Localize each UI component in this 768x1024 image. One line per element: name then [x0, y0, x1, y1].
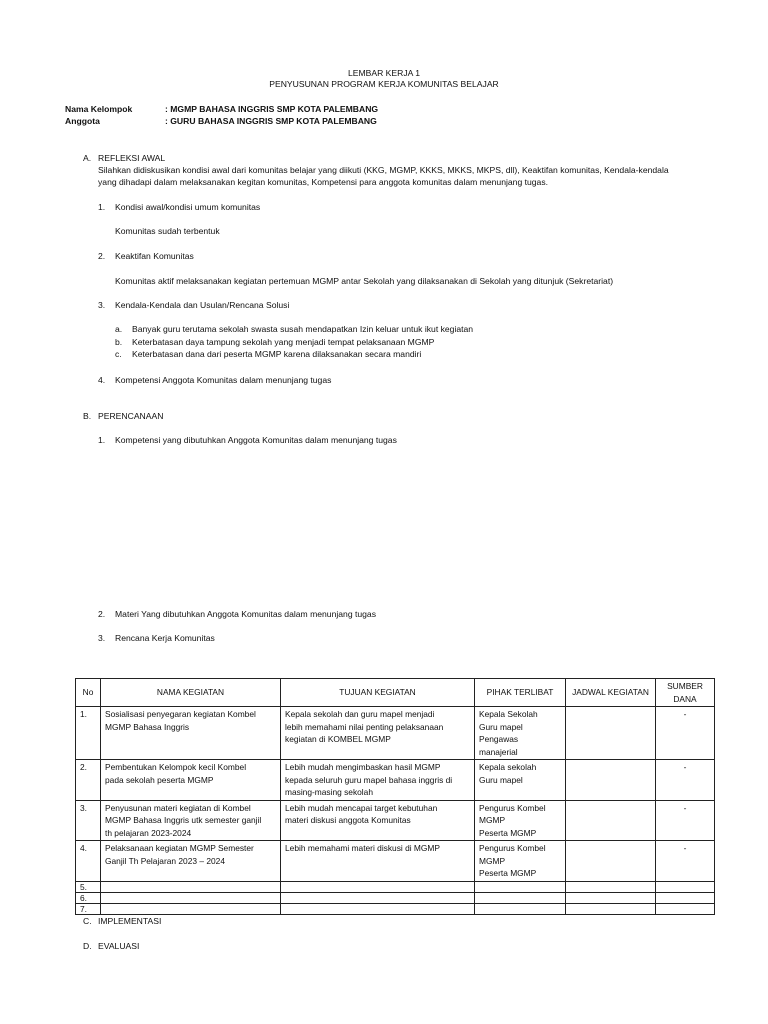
- a-sub-item-a-mark: a.: [115, 324, 123, 334]
- cell-no: 2.: [76, 760, 101, 801]
- cell-schedule: [566, 707, 656, 760]
- document-subtitle: PENYUSUNAN PROGRAM KERJA KOMUNITAS BELAJAR: [269, 79, 499, 89]
- group-name-label: Nama Kelompok: [65, 104, 133, 114]
- a-item-1-title: Kondisi awal/kondisi umum komunitas: [115, 202, 261, 212]
- column-header-activity-goal: TUJUAN KEGIATAN: [281, 679, 475, 707]
- a-sub-item-b-text: Keterbatasan daya tampung sekolah yang menjadi tempat pelaksanaan MGMP: [132, 337, 435, 347]
- cell-activity-goal: [281, 892, 475, 903]
- cell-activity-name: Pelaksanaan kegiatan MGMP Semester Ganjil Th Pelajaran 2023 – 2024: [101, 841, 281, 882]
- cell-activity-name: Sosialisasi penyegaran kegiatan Kombel MGMP Bahasa Inggris: [101, 707, 281, 760]
- column-header-activity-name: NAMA KEGIATAN: [101, 679, 281, 707]
- a-item-2-title: Keaktifan Komunitas: [115, 251, 194, 261]
- b-item-1-title: Kompetensi yang dibutuhkan Anggota Komunitas dalam menunjang tugas: [115, 435, 397, 445]
- cell-schedule: [566, 881, 656, 892]
- cell-no: 5.: [76, 881, 101, 892]
- cell-parties-involved: Pengurus Kombel MGMP Peserta MGMP: [475, 800, 566, 841]
- column-header-no: No: [76, 679, 101, 707]
- cell-activity-goal: Lebih mudah mengimbaskan hasil MGMP kepada seluruh guru mapel bahasa inggris di masing-masing sekolah: [281, 760, 475, 801]
- cell-activity-goal: Lebih mudah mencapai target kebutuhan materi diskusi anggota Komunitas: [281, 800, 475, 841]
- b-item-1-num: 1.: [98, 435, 106, 445]
- cell-activity-goal: [281, 881, 475, 892]
- table-row: [76, 760, 715, 801]
- cell-parties-involved: Kepala sekolah Guru mapel: [475, 760, 566, 801]
- column-header-parties-involved: PIHAK TERLIBAT: [475, 679, 566, 707]
- table-row: [76, 841, 715, 882]
- cell-activity-name: [101, 892, 281, 903]
- cell-activity-name: [101, 881, 281, 892]
- table-row: [76, 707, 715, 760]
- a-item-2-num: 2.: [98, 251, 106, 261]
- cell-activity-goal: Kepala sekolah dan guru mapel menjadi lebih memahami nilai penting pelaksanaan kegiatan di KOMBEL MGMP: [281, 707, 475, 760]
- cell-funding-source: -: [656, 760, 715, 801]
- cell-activity-name: Pembentukan Kelompok kecil Kombel pada sekolah peserta MGMP: [101, 760, 281, 801]
- a-sub-item-b-mark: b.: [115, 337, 123, 347]
- cell-schedule: [566, 841, 656, 882]
- member-value: : GURU BAHASA INGGRIS SMP KOTA PALEMBANG: [165, 116, 377, 126]
- a-item-4-num: 4.: [98, 375, 106, 385]
- cell-parties-involved: Pengurus Kombel MGMP Peserta MGMP: [475, 841, 566, 882]
- cell-schedule: [566, 903, 656, 914]
- section-c-title: IMPLEMENTASI: [98, 916, 162, 926]
- cell-schedule: [566, 800, 656, 841]
- cell-no: 1.: [76, 707, 101, 760]
- column-header-schedule: JADWAL KEGIATAN: [566, 679, 656, 707]
- cell-no: 4.: [76, 841, 101, 882]
- b-item-3-title: Rencana Kerja Komunitas: [115, 633, 215, 643]
- cell-funding-source: [656, 903, 715, 914]
- section-a-title: REFLEKSI AWAL: [98, 153, 166, 163]
- section-c-marker: C.: [83, 916, 92, 926]
- cell-activity-goal: [281, 903, 475, 914]
- cell-no: 3.: [76, 800, 101, 841]
- b-item-2-title: Materi Yang dibutuhkan Anggota Komunitas dalam menunjang tugas: [115, 609, 377, 619]
- cell-activity-name: [101, 903, 281, 914]
- cell-parties-involved: [475, 903, 566, 914]
- cell-funding-source: -: [656, 707, 715, 760]
- section-a-intro-line2: yang dihadapi dalam melaksanakan kegitan komunitas, Kompetensi para anggota komunitas dalam menunjang tugas.: [98, 177, 549, 187]
- a-sub-item-c-text: Keterbatasan dana dari peserta MGMP karena dilaksanakan secara mandiri: [132, 349, 422, 359]
- table-row: [76, 903, 715, 914]
- cell-parties-involved: [475, 892, 566, 903]
- cell-parties-involved: [475, 881, 566, 892]
- a-item-4-title: Kompetensi Anggota Komunitas dalam menunjang tugas: [115, 375, 332, 385]
- cell-activity-name: Penyusunan materi kegiatan di Kombel MGMP Bahasa Inggris utk semester ganjil th pelajaran 2023-2024: [101, 800, 281, 841]
- cell-schedule: [566, 892, 656, 903]
- cell-schedule: [566, 760, 656, 801]
- cell-parties-involved: Kepala Sekolah Guru mapel Pengawas manajerial: [475, 707, 566, 760]
- section-d-marker: D.: [83, 941, 92, 951]
- work-plan-table: [75, 678, 715, 915]
- cell-activity-goal: Lebih memahami materi diskusi di MGMP: [281, 841, 475, 882]
- section-b-marker: B.: [83, 411, 92, 421]
- table-row: [76, 881, 715, 892]
- cell-funding-source: -: [656, 800, 715, 841]
- a-item-1-answer: Komunitas sudah terbentuk: [115, 226, 220, 236]
- cell-no: 6.: [76, 892, 101, 903]
- a-sub-item-a-text: Banyak guru terutama sekolah swasta susah mendapatkan Izin keluar untuk ikut kegiatan: [132, 324, 474, 334]
- a-item-1-num: 1.: [98, 202, 106, 212]
- cell-funding-source: [656, 881, 715, 892]
- cell-funding-source: [656, 892, 715, 903]
- a-sub-item-c-mark: c.: [115, 349, 122, 359]
- table-row: [76, 800, 715, 841]
- cell-funding-source: -: [656, 841, 715, 882]
- member-label: Anggota: [65, 116, 100, 126]
- a-item-3-num: 3.: [98, 300, 106, 310]
- section-d-title: EVALUASI: [98, 941, 140, 951]
- document-title: LEMBAR KERJA 1: [347, 68, 421, 78]
- a-item-3-title: Kendala-Kendala dan Usulan/Rencana Solusi: [115, 300, 290, 310]
- section-a-intro-line1: Silahkan didiskusikan kondisi awal dari komunitas belajar yang diikuti (KKG, MGMP, KKKS, MKKS, MKPS, dll), Keaktifan komunitas, Kendala-kendala: [98, 165, 669, 175]
- column-header-funding-source: SUMBER DANA: [656, 679, 715, 707]
- table-header-row: [76, 679, 715, 707]
- a-item-2-answer: Komunitas aktif melaksanakan kegiatan pertemuan MGMP antar Sekolah yang dilaksanakan di Sekolah yang ditunjuk (Sekretariat): [115, 276, 614, 286]
- cell-no: 7.: [76, 903, 101, 914]
- section-b-title: PERENCANAAN: [98, 411, 164, 421]
- b-item-3-num: 3.: [98, 633, 106, 643]
- b-item-2-num: 2.: [98, 609, 106, 619]
- group-name-value: : MGMP BAHASA INGGRIS SMP KOTA PALEMBANG: [165, 104, 379, 114]
- table-row: [76, 892, 715, 903]
- section-a-marker: A.: [83, 153, 92, 163]
